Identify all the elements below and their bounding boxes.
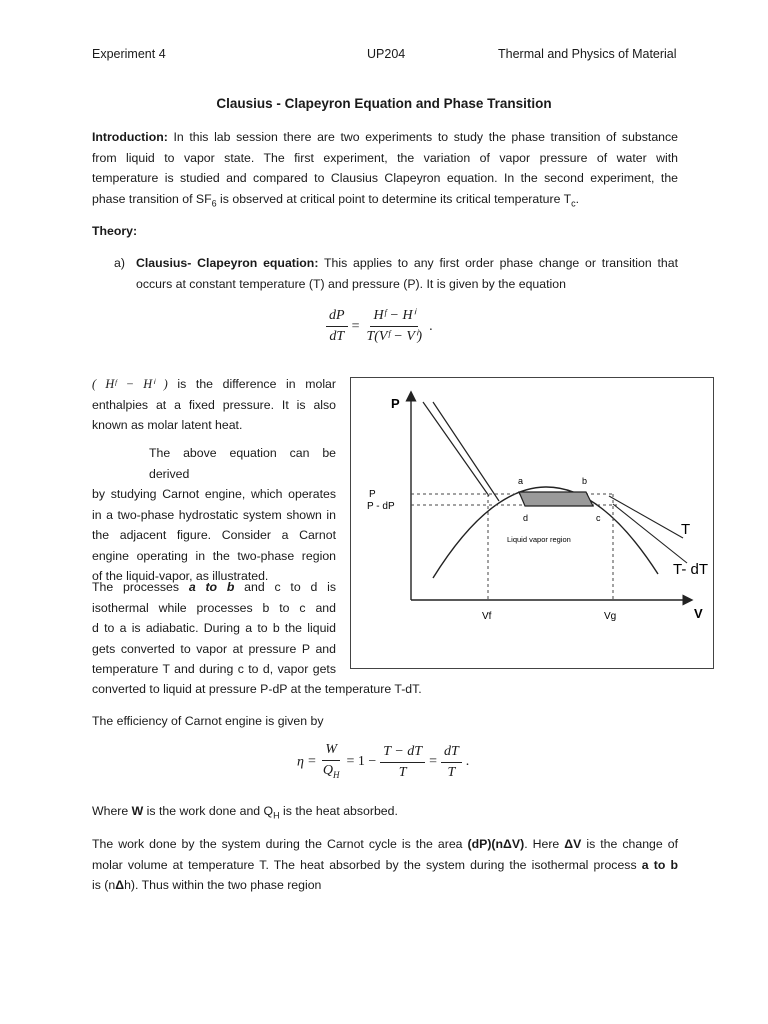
pdp-label: P - dP	[367, 501, 395, 512]
header-center: UP204	[367, 47, 406, 61]
intro-line-4: phase transition of $SF_6$ is observed at critical point to determine its critical temperature $T_c$.	[92, 191, 580, 208]
intro-paragraph	[92, 127, 678, 213]
clausius-label: Clausius- Clapeyron equation:	[136, 256, 319, 270]
work-paragraph: The work done by the system during the Carnot cycle is the area (dP)(nΔV). Here ΔV is the change of molar volume at temperature T. The heat absorbed by the system during the isothermal process a to b is (nΔh). Thus within the two phase region	[92, 837, 678, 892]
intro-line-3: temperature is studied and compared to Clausius Clapeyron equation. In the second experiment, the	[92, 171, 678, 185]
point-d-label: d	[523, 513, 529, 523]
header-left: Experiment 4	[92, 47, 166, 61]
processes-paragraph: The processes a to b and c to d is isothermal while processes b to c and d to a is adiabatic. During a to b the liquid gets converted to vapor at pressure P and temperature T and during c to d, vapor gets	[92, 580, 336, 676]
carnot-paragraph: The above equation can be derived by studying Carnot engine, which operates in a two-phase hydrostatic system shown in the adjacent figure. Consider a Carnot engine operating in the two-phase region of the liquid-vapor, as illustrated.	[92, 446, 336, 583]
t-label: T	[681, 521, 691, 538]
vf-label: Vf	[482, 611, 492, 622]
x-axis-label: V	[694, 606, 703, 621]
isotherm-tdt-liquid	[433, 402, 499, 501]
efficiency-text: The efficiency of Carnot engine is given by	[92, 714, 324, 728]
y-axis-label: P	[391, 396, 400, 411]
pv-diagram	[351, 378, 713, 668]
isotherm-t-vapor	[609, 496, 683, 538]
intro-label: Introduction:	[92, 130, 168, 144]
carnot-cycle-region	[519, 492, 593, 506]
liquid-vapor-region-label: Liquid vapor region	[507, 535, 571, 544]
processes-last-line: converted to liquid at pressure P-dP at the temperature T-dT.	[92, 682, 422, 696]
isotherm-t-liquid	[423, 402, 489, 496]
list-marker-a: a)	[114, 256, 125, 270]
intro-line-2: from liquid to vapor state. The first experiment, the variation of vapor pressure of water with	[92, 150, 678, 165]
latent-heat-paragraph: ( Hᶠ − Hⁱ ) is the difference in molar enthalpies at a fixed pressure. It is also known as molar latent heat.	[92, 377, 336, 432]
point-c-label: c	[596, 513, 601, 523]
where-text: Where W is the work done and $Q_H$ is the heat absorbed.	[92, 804, 398, 821]
clausius-equation: $\frac{dP}{dT}$ = $\frac{\text{Hᶠ − Hⁱ}}{\text{T(Vᶠ − Vⁱ)}}$ .	[326, 308, 437, 345]
intro-line-1: In this lab session there are two experiments to study the phase transition of substance	[173, 130, 678, 144]
point-a-label: a	[518, 476, 524, 486]
vg-label: Vg	[604, 611, 617, 622]
pv-diagram-figure	[350, 377, 714, 669]
theory-item-line-2: occurs at constant temperature (T) and pressure (P). It is given by the equation	[136, 276, 566, 291]
tdt-label: T- dT	[673, 561, 709, 578]
point-b-label: b	[582, 476, 588, 486]
efficiency-equation: η = $\frac{W}{Q_H}$ = 1 − $\frac{T - dT}{T}$ = $\frac{dT}{T}$ .	[297, 742, 470, 780]
p-label: P	[369, 489, 376, 500]
page-title: Clausius - Clapeyron Equation and Phase Transition	[216, 96, 552, 111]
theory-item-a: Clausius- Clapeyron equation: This applies to any first order phase change or transition that occurs at constant temperature (T) and pressure (P). It is given by the equation	[136, 253, 678, 294]
header-right: Thermal and Physics of Material	[498, 47, 677, 61]
theory-heading: Theory:	[92, 224, 138, 238]
